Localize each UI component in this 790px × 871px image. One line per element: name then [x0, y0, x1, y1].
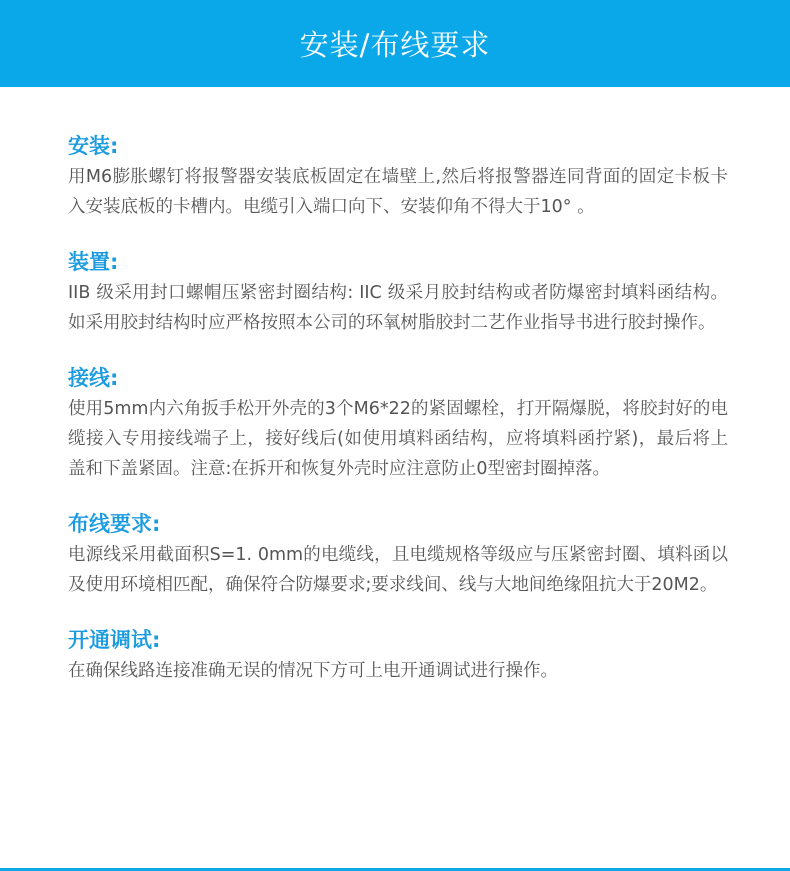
section-installation: [68, 130, 728, 222]
section-title: 布线要求:: [68, 512, 161, 536]
section-body: 在确保线路连接准确无误的情况下方可上电开通调试进行操作。: [68, 661, 558, 681]
section-title: 装置:: [68, 250, 119, 274]
section-title: 安装:: [68, 134, 119, 158]
section-commissioning: [68, 624, 728, 686]
section-title: 接线:: [68, 366, 119, 390]
section-device: [68, 246, 728, 338]
page-header: [0, 0, 790, 87]
section-title: 开通调试:: [68, 628, 161, 652]
instructions-content: [68, 130, 728, 710]
section-body: 电源线采用截面积S=1. 0mm的电缆线，且电缆规格等级应与压紧密封圈、填料函以及使用环境相匹配，确保符合防爆要求;要求线间、线与大地间绝缘阻抗大于20M2。: [68, 545, 728, 595]
section-body: IIB 级采用封口螺帽压紧密封圈结构: IIC 级采月胶封结构或者防爆密封填料函结构。如采用胶封结构时应严格按照本公司的环氧树脂胶封二艺作业指导书进行胶封操作。: [68, 283, 728, 333]
section-body: 使用5mm内六角扳手松开外壳的3个M6*22的紧固螺栓，打开隔爆脱，将胶封好的电缆接入专用接线端子上，接好线后(如使用填料函结构，应将填料函拧紧)，最后将上盖和下盖紧固。注意:在拆开和恢复外壳时应注意防止0型密封圈掉落。: [68, 399, 728, 479]
page-title: 安装/布线要求: [299, 28, 491, 62]
section-wiring-requirements: [68, 508, 728, 600]
section-wiring-connection: [68, 362, 728, 484]
section-body: 用M6膨胀螺钉将报警器安装底板固定在墙壁上,然后将报警器连同背面的固定卡板卡入安装底板的卡槽内。电缆引入端口向下、安装仰角不得大于10° 。: [68, 167, 728, 217]
